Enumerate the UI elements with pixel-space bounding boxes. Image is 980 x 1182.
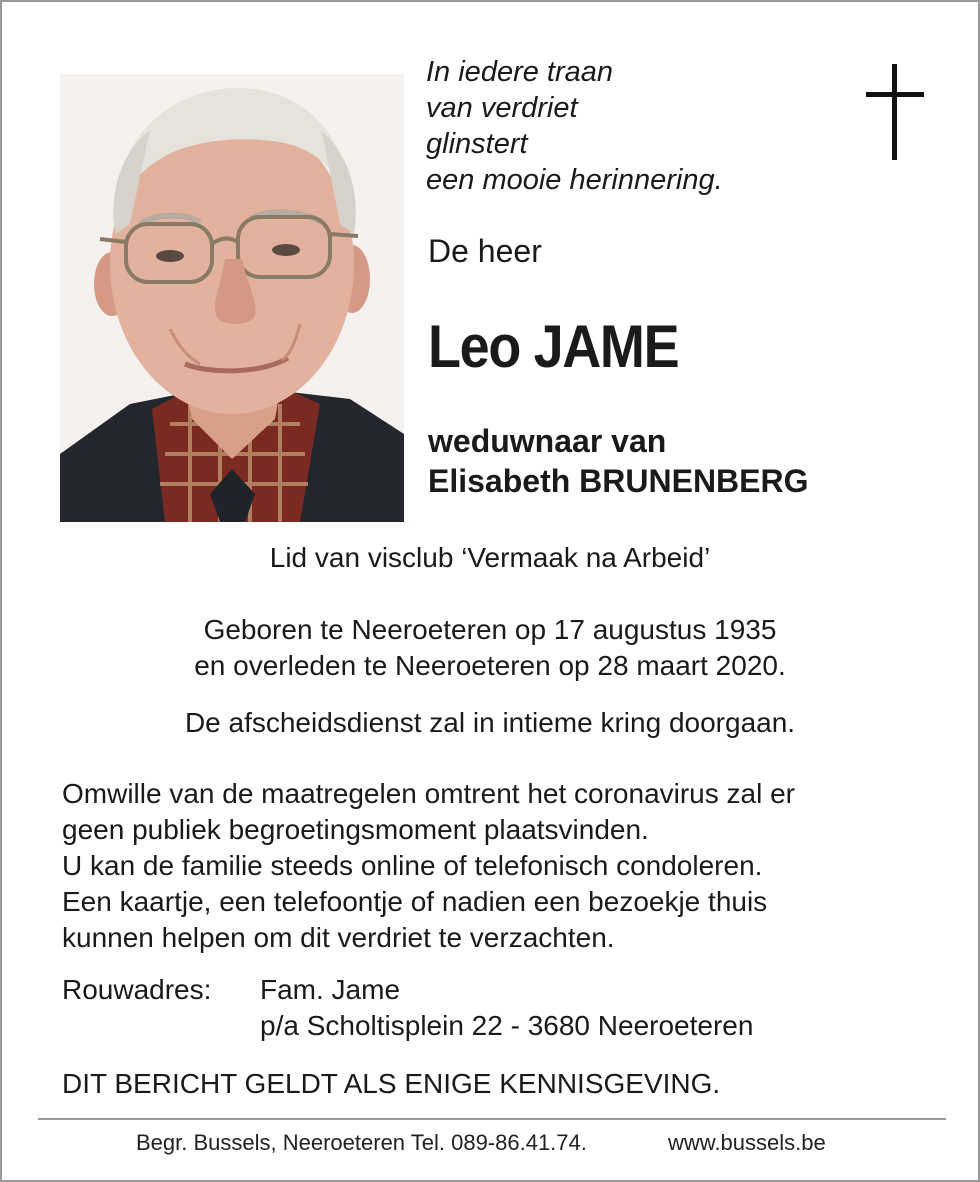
notice-text: DIT BERICHT GELDT ALS ENIGE KENNISGEVING. [62,1068,721,1099]
latin-cross-icon [866,64,924,160]
spouse-name: Elisabeth BRUNENBERG [428,463,809,499]
portrait-photo [60,74,404,522]
death-text: en overleden te Neeroeteren op 28 maart 2020. [194,650,786,681]
address-line-2: p/a Scholtisplein 22 - 3680 Neeroeteren [260,1010,754,1041]
corona-notice-line-1: Omwille van de maatregelen omtrent het coronavirus zal er [62,778,796,809]
corona-notice-line-2: geen publiek begroetingsmoment plaatsvinden. [62,814,649,845]
address-line-1: Fam. Jame [260,974,401,1005]
footer-divider [38,1118,946,1120]
poem-line-1: In iedere traan [426,56,614,88]
poem-line-2: van verdriet [426,92,578,124]
service-text: De afscheidsdienst zal in intieme kring doorgaan. [184,707,796,738]
corona-notice-line-3: U kan de familie steeds online of telefonisch condoleren. [62,850,763,881]
corona-notice-line-4: Een kaartje, een telefoontje of nadien een bezoekje thuis [62,886,768,917]
undertaker-info: Begr. Bussels, Neeroeteren Tel. 089-86.41.74. [136,1130,587,1155]
website-link[interactable]: www.bussels.be [668,1130,826,1155]
membership-text: Lid van visclub ‘Vermaak na Arbeid’ [269,542,711,573]
poem-line-4: een mooie herinnering. [426,164,723,196]
salutation: De heer [428,233,542,269]
address-label: Rouwadres: [62,974,212,1005]
corona-notice-line-5: kunnen helpen om dit verdriet te verzachten. [62,922,615,953]
poem-line-3: glinstert [426,128,528,160]
deceased-name: Leo JAME [428,313,679,380]
portrait-photo-icon [60,74,404,522]
widow-of-label: weduwnaar van [428,423,667,459]
birth-text: Geboren te Neeroeteren op 17 augustus 1935 [203,614,777,645]
